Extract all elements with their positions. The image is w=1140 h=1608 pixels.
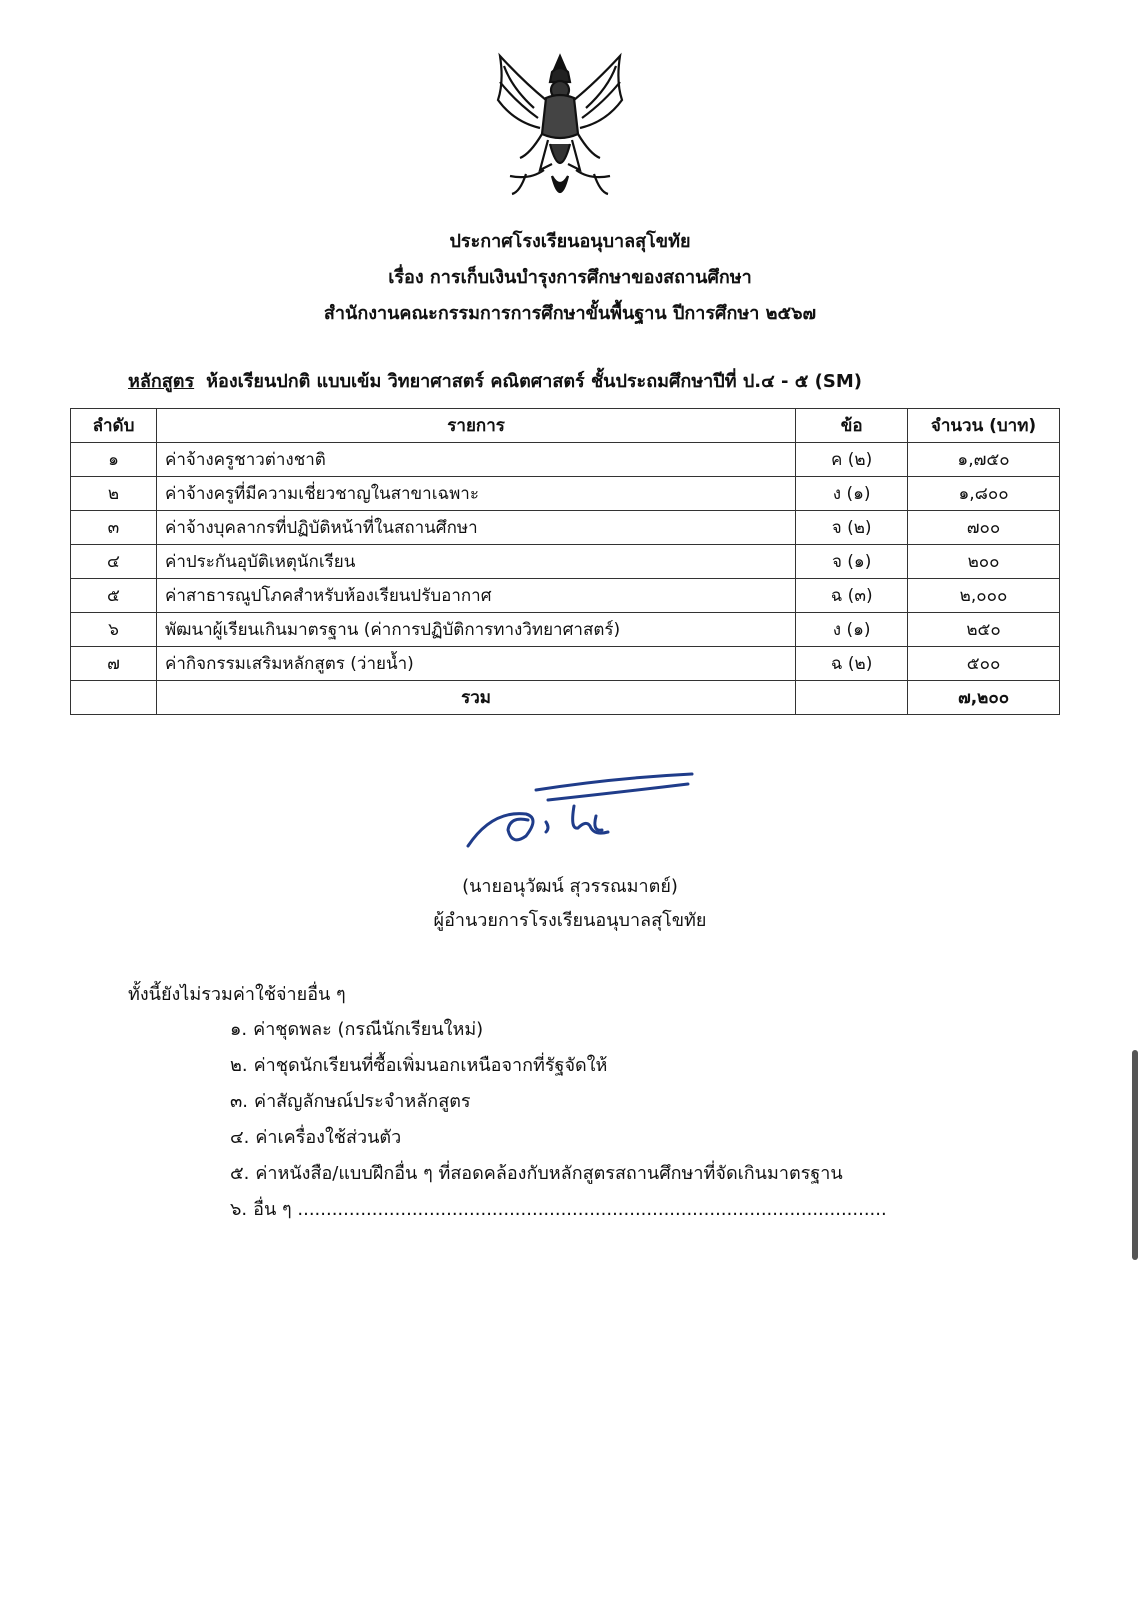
notes-intro: ทั้งนี้ยังไม่รวมค่าใช้จ่ายอื่น ๆ xyxy=(128,984,346,1005)
signer-position: ผู้อำนวยการโรงเรียนอนุบาลสุโขทัย xyxy=(433,910,707,931)
row-item: พัฒนาผู้เรียนเกินมาตรฐาน (ค่าการปฏิบัติการทางวิทยาศาสตร์) xyxy=(156,613,795,647)
row-no: ๕ xyxy=(71,579,157,613)
row-clause: จ (๒) xyxy=(796,511,908,545)
course-title xyxy=(128,366,862,395)
list-item-text: ค่าชุดนักเรียนที่ซื้อเพิ่มนอกเหนือจากที่รัฐจัดให้ xyxy=(253,1055,608,1076)
total-row xyxy=(71,681,1060,715)
list-item xyxy=(230,1084,887,1120)
row-no: ๖ xyxy=(71,613,157,647)
row-clause: ง (๑) xyxy=(796,477,908,511)
row-clause: ค (๒) xyxy=(796,443,908,477)
list-item-number: ๖. xyxy=(230,1199,248,1220)
header-line-2: เรื่อง การเก็บเงินบำรุงการศึกษาของสถานศึกษา xyxy=(388,267,752,288)
table-row xyxy=(71,477,1060,511)
total-empty-no xyxy=(71,681,157,715)
row-item: ค่าประกันอุบัติเหตุนักเรียน xyxy=(156,545,795,579)
total-empty-clause xyxy=(796,681,908,715)
row-item: ค่าสาธารณูปโภคสำหรับห้องเรียนปรับอากาศ xyxy=(156,579,795,613)
table-header-row xyxy=(71,409,1060,443)
row-amount: ๒,๐๐๐ xyxy=(908,579,1060,613)
list-item-text: ค่าเครื่องใช้ส่วนตัว xyxy=(255,1127,402,1148)
row-clause: ฉ (๓) xyxy=(796,579,908,613)
table-row xyxy=(71,511,1060,545)
notes-list xyxy=(128,1012,887,1228)
row-amount: ๒๕๐ xyxy=(908,613,1060,647)
scrollbar-thumb[interactable] xyxy=(1132,1050,1138,1260)
list-item xyxy=(230,1048,887,1084)
announcement-header xyxy=(0,224,1140,332)
row-amount: ๗๐๐ xyxy=(908,511,1060,545)
table-row xyxy=(71,647,1060,681)
row-amount: ๑,๗๕๐ xyxy=(908,443,1060,477)
row-clause: จ (๑) xyxy=(796,545,908,579)
header-clause: ข้อ xyxy=(796,409,908,443)
list-item-text: ค่าชุดพละ (กรณีนักเรียนใหม่) xyxy=(253,1019,484,1040)
garuda-emblem-icon xyxy=(490,42,630,210)
row-amount: ๒๐๐ xyxy=(908,545,1060,579)
row-no: ๓ xyxy=(71,511,157,545)
signer-block xyxy=(0,870,1140,938)
course-label: หลักสูตร xyxy=(128,371,195,392)
header-line-3: สำนักงานคณะกรรมการการศึกษาขั้นพื้นฐาน ปีการศึกษา ๒๕๖๗ xyxy=(323,303,817,324)
signer-name: (นายอนุวัฒน์ สุวรรณมาตย์) xyxy=(462,876,678,897)
list-item xyxy=(230,1012,887,1048)
row-item: ค่าจ้างครูชาวต่างชาติ xyxy=(156,443,795,477)
row-no: ๑ xyxy=(71,443,157,477)
header-amount: จำนวน (บาท) xyxy=(908,409,1060,443)
row-item: ค่ากิจกรรมเสริมหลักสูตร (ว่ายน้ำ) xyxy=(156,647,795,681)
additional-expenses-notes xyxy=(128,978,887,1228)
list-item-number: ๑. xyxy=(230,1019,248,1040)
fee-table xyxy=(70,408,1060,715)
row-no: ๒ xyxy=(71,477,157,511)
list-item-text: ค่าหนังสือ/แบบฝึกอื่น ๆ ที่สอดคล้องกับหลักสูตรสถานศึกษาที่จัดเกินมาตรฐาน xyxy=(255,1163,843,1184)
list-item-number: ๕. xyxy=(230,1163,250,1184)
row-item: ค่าจ้างครูที่มีความเชี่ยวชาญในสาขาเฉพาะ xyxy=(156,477,795,511)
row-item: ค่าจ้างบุคลากรที่ปฏิบัติหน้าที่ในสถานศึกษา xyxy=(156,511,795,545)
list-item xyxy=(230,1192,887,1228)
row-clause: ง (๑) xyxy=(796,613,908,647)
list-item-text: ค่าสัญลักษณ์ประจำหลักสูตร xyxy=(254,1091,471,1112)
header-no: ลำดับ xyxy=(71,409,157,443)
list-item xyxy=(230,1120,887,1156)
header-item: รายการ xyxy=(156,409,795,443)
course-text: ห้องเรียนปกติ แบบเข้ม วิทยาศาสตร์ คณิตศาสตร์ ชั้นประถมศึกษาปีที่ ป.๔ - ๕ (SM) xyxy=(206,371,862,392)
total-label: รวม xyxy=(156,681,795,715)
list-item-number: ๔. xyxy=(230,1127,250,1148)
table-row xyxy=(71,579,1060,613)
list-item-number: ๓. xyxy=(230,1091,249,1112)
row-clause: ฉ (๒) xyxy=(796,647,908,681)
header-line-1: ประกาศโรงเรียนอนุบาลสุโขทัย xyxy=(449,231,691,252)
table-row xyxy=(71,613,1060,647)
row-no: ๗ xyxy=(71,647,157,681)
table-row xyxy=(71,545,1060,579)
row-no: ๔ xyxy=(71,545,157,579)
row-amount: ๑,๘๐๐ xyxy=(908,477,1060,511)
row-amount: ๕๐๐ xyxy=(908,647,1060,681)
handwritten-signature-icon xyxy=(462,770,702,866)
table-row xyxy=(71,443,1060,477)
list-item xyxy=(230,1156,887,1192)
list-item-number: ๒. xyxy=(230,1055,248,1076)
total-amount: ๗,๒๐๐ xyxy=(908,681,1060,715)
list-item-text: อื่น ๆ ....................................................................................................... xyxy=(253,1199,887,1220)
